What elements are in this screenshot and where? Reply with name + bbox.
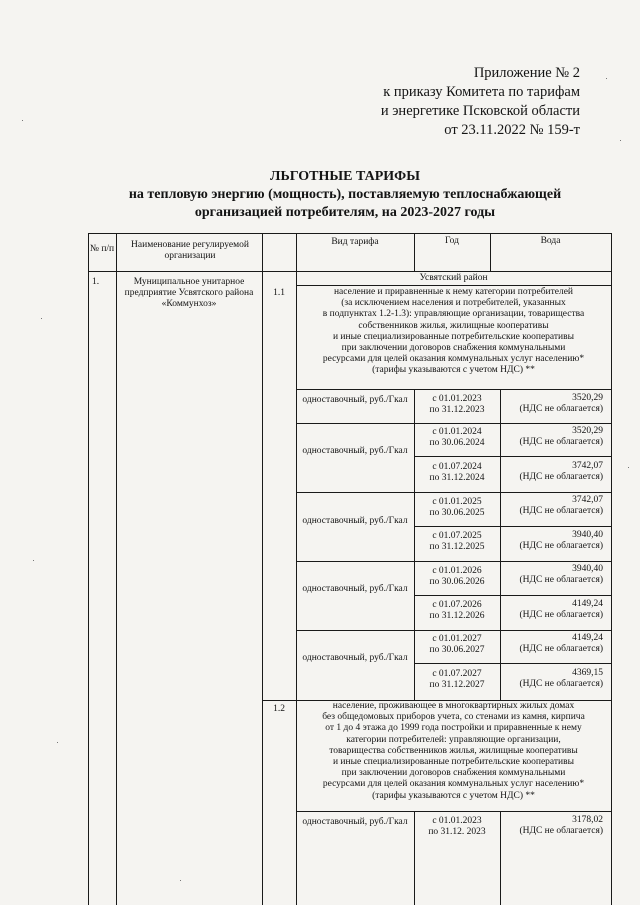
period-start: с 01.01.2023	[432, 816, 482, 826]
description-line: ресурсами для целей оказания коммунальных услуг населению*	[322, 354, 585, 365]
table-rule	[88, 233, 612, 234]
scan-speck	[180, 880, 181, 881]
header-water: Вода	[540, 236, 561, 246]
period-start: с 01.01.2026	[432, 566, 482, 576]
period-end: по 30.06.2024	[429, 438, 485, 449]
tariff-period	[414, 462, 500, 484]
scan-speck	[33, 560, 34, 561]
vat-note: (НДС не облагается)	[519, 437, 603, 448]
period-start: с 01.01.2027	[432, 634, 482, 644]
tariff-amount: 4149,24	[572, 633, 603, 643]
table-rule	[611, 233, 612, 905]
tariff-period	[414, 566, 500, 588]
period-end: по 30.06.2025	[429, 508, 485, 519]
appendix-block	[330, 64, 580, 140]
period-start: с 01.01.2024	[432, 427, 482, 437]
tariff-period	[414, 497, 500, 519]
description-line: ресурсами для целей оказания коммунальных услуг населению*	[322, 779, 585, 790]
tariff-amount: 3178,02	[572, 815, 603, 825]
vat-note: (НДС не облагается)	[519, 404, 603, 415]
scan-speck	[628, 467, 629, 468]
table-rule	[414, 595, 612, 596]
tariff-type: одноставочный, руб./Гкал	[302, 516, 408, 526]
tariff-value	[500, 564, 611, 586]
vat-note: (НДС не облагается)	[519, 644, 603, 655]
scan-speck	[57, 742, 58, 743]
tariff-amount: 4149,24	[572, 599, 603, 609]
period-start: с 01.01.2025	[432, 497, 482, 507]
period-end: по 31.12.2024	[429, 473, 485, 484]
description-line: без общедомовых приборов учета, со стенами из камня, кирпича	[322, 712, 585, 723]
description-line: от 1 до 4 этажа до 1999 года постройки и приравненные к нему	[325, 723, 582, 734]
table-rule	[296, 811, 612, 812]
tariff-value	[500, 461, 611, 483]
vat-note: (НДС не облагается)	[519, 610, 603, 621]
consumer-category-description	[296, 287, 611, 377]
tariff-type: одноставочный, руб./Гкал	[302, 395, 408, 405]
tariff-period	[414, 816, 500, 838]
subrow-number: 1.2	[273, 704, 285, 714]
tariff-value	[500, 599, 611, 621]
subrow-number: 1.1	[273, 288, 285, 298]
table-rule	[414, 456, 612, 457]
table-rule	[296, 630, 612, 631]
consumer-category-description	[296, 701, 611, 802]
table-rule	[296, 285, 612, 286]
description-line: (за исключением населения и потребителей, указанных	[341, 298, 566, 309]
tariff-amount: 3520,29	[572, 393, 603, 403]
organization-name: Муниципальное унитарное предприятие Усвятского района «Коммунхоз»	[124, 277, 254, 310]
title-line-3: организацией потребителям, на 2023-2027 годы	[194, 205, 496, 220]
document-title	[100, 168, 590, 222]
description-line: при заключении договоров снабжения коммунальными	[341, 343, 566, 354]
appendix-line-2: к приказу Комитета по тарифам	[383, 84, 580, 100]
table-rule	[262, 233, 263, 905]
description-line: собственников жилья, жилищные кооперативы	[358, 320, 549, 331]
period-end: по 31.12. 2023	[428, 827, 486, 838]
period-start: с 01.01.2023	[432, 394, 482, 404]
description-line: (тарифы указываются с учетом НДС) **	[372, 790, 535, 801]
period-start: с 01.07.2027	[432, 669, 482, 679]
description-line: категории потребителей: управляющие организации,	[346, 734, 561, 745]
description-line: население и приравненные к нему категории потребителей	[333, 287, 574, 297]
appendix-line-1: Приложение № 2	[473, 65, 580, 81]
tariff-type: одноставочный, руб./Гкал	[302, 653, 408, 663]
period-start: с 01.07.2026	[432, 600, 482, 610]
period-end: по 31.12.2023	[429, 405, 485, 416]
district-name: Усвятский район	[419, 273, 488, 283]
vat-note: (НДС не облагается)	[519, 541, 603, 552]
tariff-type: одноставочный, руб./Гкал	[302, 817, 408, 827]
tariff-period	[414, 634, 500, 656]
tariff-value	[500, 393, 611, 415]
scan-speck	[620, 140, 621, 141]
tariff-type: одноставочный, руб./Гкал	[302, 584, 408, 594]
header-tariff-type: Вид тарифа	[331, 237, 379, 247]
table-rule	[88, 271, 612, 272]
description-line: и иные специализированные потребительские кооперативы	[332, 757, 575, 768]
description-line: население, проживающее в многоквартирных жилых домах	[332, 701, 575, 711]
period-end: по 30.06.2026	[429, 577, 485, 588]
tariff-value	[500, 530, 611, 552]
tariff-amount: 3940,40	[572, 530, 603, 540]
tariff-value	[500, 815, 611, 837]
table-rule	[116, 233, 117, 905]
title-line-1: ЛЬГОТНЫЕ ТАРИФЫ	[270, 169, 420, 184]
period-start: с 01.07.2024	[432, 462, 482, 472]
description-line: и иные специализированные потребительские кооперативы	[332, 331, 575, 342]
tariff-amount: 3940,40	[572, 564, 603, 574]
scan-speck	[22, 120, 23, 121]
period-end: по 31.12.2026	[429, 611, 485, 622]
table-rule	[296, 389, 612, 390]
tariff-amount: 3520,29	[572, 426, 603, 436]
description-line: в подпунктах 1.2-1.3): управляющие организации, товарищества	[322, 309, 585, 320]
row-number: 1.	[92, 277, 100, 287]
period-end: по 31.12.2027	[429, 680, 485, 691]
vat-note: (НДС не облагается)	[519, 506, 603, 517]
tariff-amount: 3742,07	[572, 461, 603, 471]
appendix-line-4: от 23.11.2022 № 159-т	[444, 122, 580, 138]
tariff-value	[500, 633, 611, 655]
scan-speck	[606, 78, 607, 79]
period-end: по 30.06.2027	[429, 645, 485, 656]
scan-speck	[41, 318, 42, 319]
tariff-period	[414, 600, 500, 622]
appendix-line-3: и энергетике Псковской области	[380, 103, 580, 119]
title-line-2: на тепловую энергию (мощность), поставляемую теплоснабжающей	[128, 187, 562, 202]
tariff-amount: 4369,15	[572, 668, 603, 678]
vat-note: (НДС не облагается)	[519, 826, 603, 837]
header-year: Год	[445, 236, 459, 246]
tariff-value	[500, 426, 611, 448]
description-line: при заключении договоров снабжения коммунальными	[341, 768, 566, 779]
table-rule	[296, 561, 612, 562]
description-line: (тарифы указываются с учетом НДС) **	[372, 365, 535, 376]
vat-note: (НДС не облагается)	[519, 472, 603, 483]
header-organization: Наименование регулируемой организации	[131, 240, 249, 262]
tariff-period	[414, 394, 500, 416]
table-rule	[88, 233, 89, 905]
tariff-period	[414, 531, 500, 553]
tariff-period	[414, 427, 500, 449]
table-rule	[414, 663, 612, 664]
tariff-value	[500, 495, 611, 517]
tariff-amount: 3742,07	[572, 495, 603, 505]
tariff-value	[500, 668, 611, 690]
description-line: товарищества собственников жилья, жилищные кооперативы	[329, 745, 578, 756]
period-start: с 01.07.2025	[432, 531, 482, 541]
period-end: по 31.12.2025	[429, 542, 485, 553]
vat-note: (НДС не облагается)	[519, 679, 603, 690]
table-rule	[296, 492, 612, 493]
table-rule	[414, 526, 612, 527]
vat-note: (НДС не облагается)	[519, 575, 603, 586]
tariff-period	[414, 669, 500, 691]
tariff-type: одноставочный, руб./Гкал	[302, 446, 408, 456]
table-rule	[296, 423, 612, 424]
header-number: № п/п	[89, 244, 115, 254]
